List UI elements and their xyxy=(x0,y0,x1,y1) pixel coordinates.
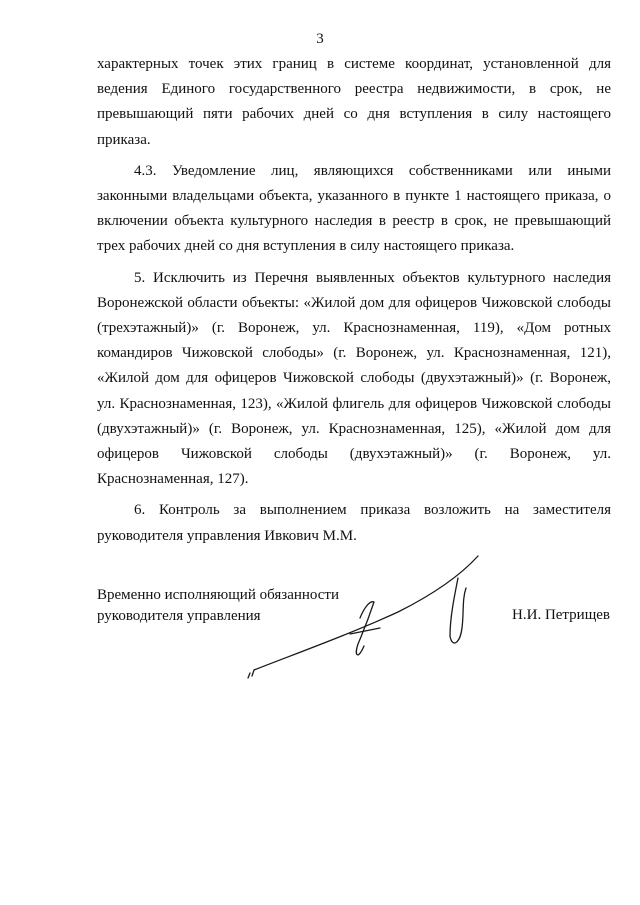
paragraph-5: 5. Исключить из Перечня выявленных объектов культурного наследия Воронежской области объекты: «Жилой дом для офицеров Чижовской слободы (трехэтажный)» (г. Воронеж, ул. Краснознаменная, 119), «Дом ротных командиров Чижовской слободы» (г. Воронеж, ул. Краснознаменная, 121), «Жилой дом для офицеров Чижовской слободы (двухэтажный)» (г. Воронеж, ул. Краснознаменная, 123), «Жилой флигель для офицеров Чижовской слободы (двухэтажный)» (г. Воронеж, ул. Краснознаменная, 125), «Жилой дом для офицеров Чижовской слободы (двухэтажный)» (г. Воронеж, ул. Краснознаменная, 127). xyxy=(97,269,611,488)
signer-name: Н.И. Петрищев xyxy=(512,607,610,623)
handwritten-signature xyxy=(240,548,490,688)
page-number: 3 xyxy=(316,31,324,47)
paragraph-6: 6. Контроль за выполнением приказа возложить на заместителя руководителя управления Ивкович М.М. xyxy=(97,502,611,544)
position-line-1: Временно исполняющий обязанности xyxy=(97,587,340,603)
document-body xyxy=(97,52,611,549)
paragraph-continuation: характерных точек этих границ в системе координат, установленной для ведения Единого государственного реестра недвижимости, в срок, не превышающий пяти рабочих дней со дня вступления в силу настоящего приказа. xyxy=(97,56,611,148)
position-line-2: руководителя управления xyxy=(97,608,261,624)
paragraph-4-3: 4.3. Уведомление лиц, являющихся собственниками или иными законными владельцами объекта, указанного в пункте 1 настоящего приказа, о включении объекта культурного наследия в реестр в срок, не превышающий трех рабочих дней со дня вступления в силу настоящего приказа. xyxy=(97,162,611,255)
